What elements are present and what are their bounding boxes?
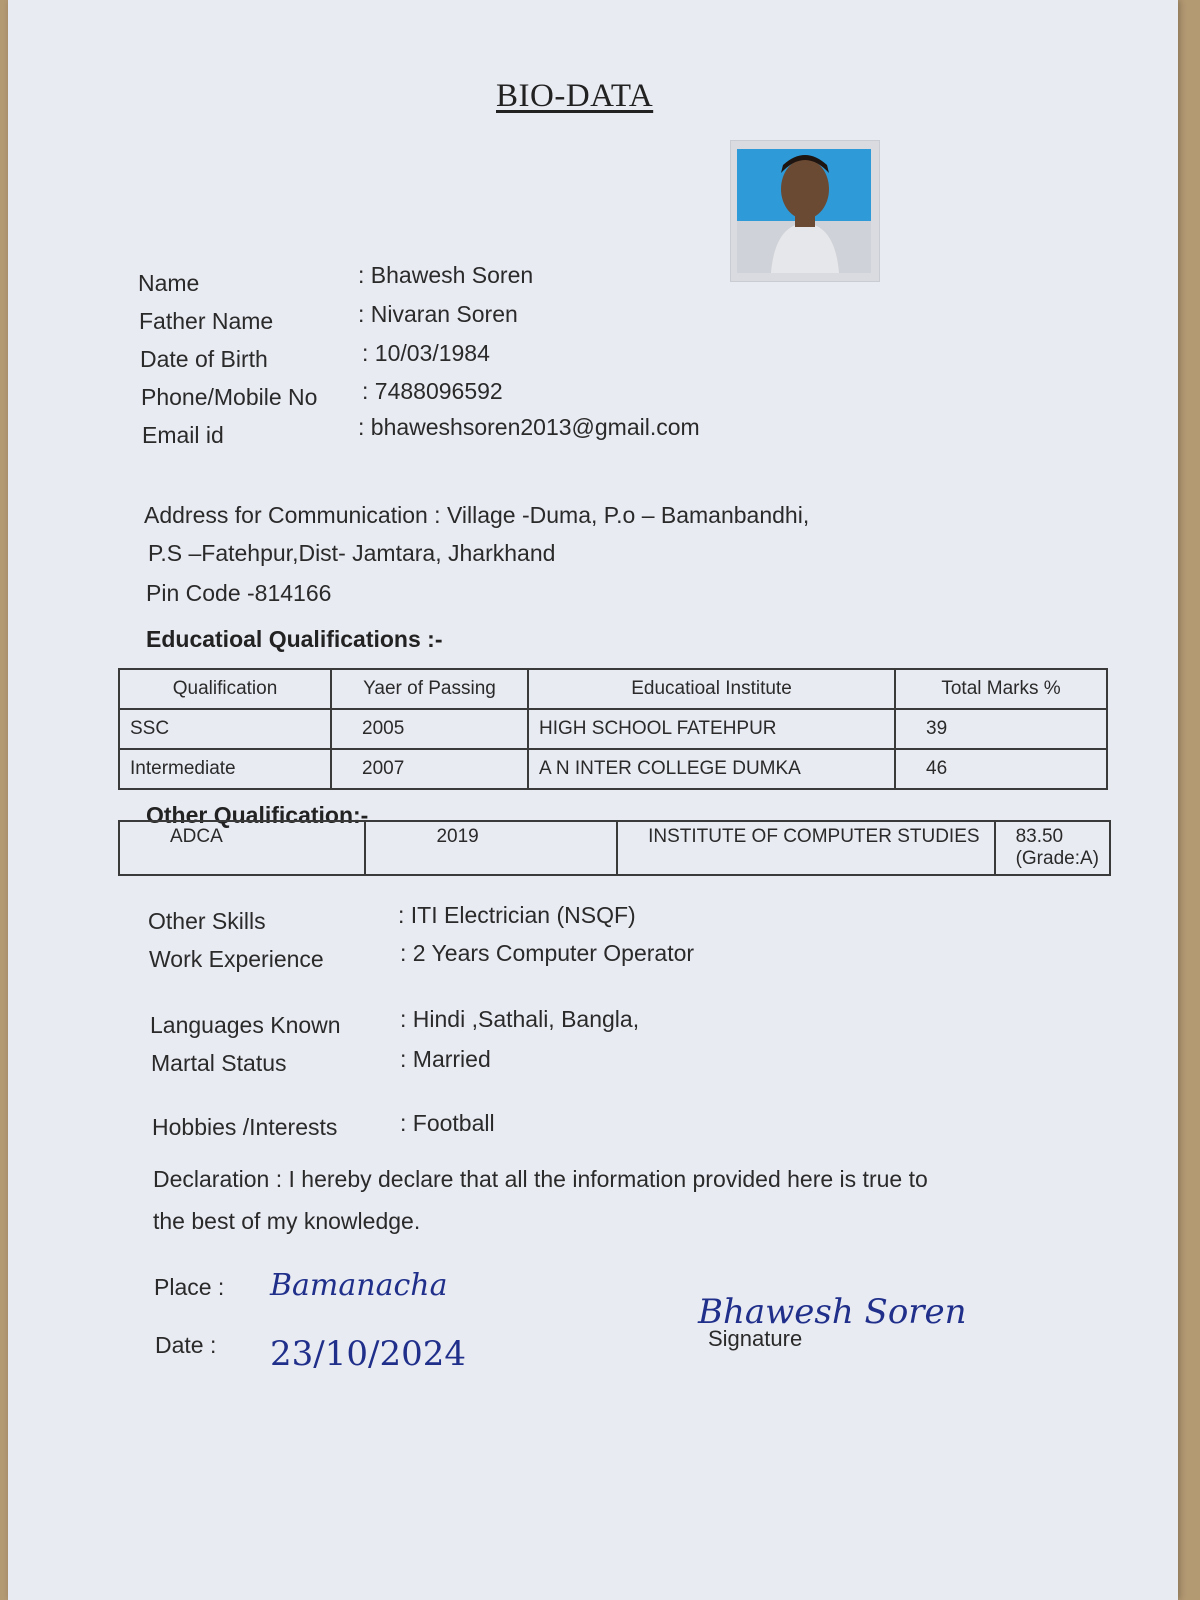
- name-value: : Bhawesh Soren: [358, 262, 534, 288]
- header-qualification: Qualification: [119, 669, 331, 709]
- cell-marks: 83.50 (Grade:A): [995, 821, 1110, 875]
- cell-institute: A N INTER COLLEGE DUMKA: [528, 749, 895, 789]
- signature-handwritten: Bhawesh Soren: [698, 1292, 967, 1332]
- marital-status-value: : Married: [400, 1046, 491, 1072]
- father-name-value: : Nivaran Soren: [358, 301, 518, 327]
- email-label: Email id: [142, 422, 224, 448]
- table-header-row: [119, 669, 1107, 709]
- phone-label: Phone/Mobile No: [141, 384, 318, 410]
- table-row: [119, 709, 1107, 749]
- document-title: BIO-DATA: [496, 78, 654, 114]
- education-table: [118, 668, 1108, 790]
- hobbies-label: Hobbies /Interests: [152, 1114, 338, 1140]
- address-line-2: P.S –Fatehpur,Dist- Jamtara, Jharkhand: [148, 540, 556, 566]
- date-handwritten: 23/10/2024: [270, 1334, 466, 1374]
- work-experience-value: : 2 Years Computer Operator: [400, 940, 695, 966]
- pin-code: Pin Code -814166: [146, 580, 332, 606]
- cell-institute: HIGH SCHOOL FATEHPUR: [528, 709, 895, 749]
- other-qualification-table: [118, 820, 1111, 876]
- cell-marks: 39: [895, 709, 1107, 749]
- other-qualification-heading: Other Qualification:-: [146, 802, 369, 828]
- cell-qualification: SSC: [119, 709, 331, 749]
- marital-status-label: Martal Status: [151, 1050, 287, 1076]
- cell-year: 2019: [365, 821, 617, 875]
- bio-data-sheet: [8, 0, 1178, 1600]
- table-row: [119, 821, 1110, 875]
- cell-year: 2005: [331, 709, 528, 749]
- languages-value: : Hindi ,Sathali, Bangla,: [400, 1006, 640, 1032]
- cell-year: 2007: [331, 749, 528, 789]
- cell-institute: INSTITUTE OF COMPUTER STUDIES: [617, 821, 994, 875]
- work-experience-label: Work Experience: [149, 946, 324, 972]
- cell-qualification: ADCA: [119, 821, 365, 875]
- phone-value: : 7488096592: [362, 378, 503, 404]
- signature-label: Signature: [708, 1326, 803, 1351]
- father-name-label: Father Name: [139, 308, 274, 334]
- dob-value: : 10/03/1984: [362, 340, 490, 366]
- passport-photo: [730, 140, 880, 282]
- declaration-line-1: Declaration : I hereby declare that all the information provided here is true to: [153, 1166, 928, 1192]
- date-label: Date :: [155, 1332, 217, 1358]
- place-label: Place :: [154, 1274, 225, 1300]
- languages-label: Languages Known: [150, 1012, 341, 1038]
- other-skills-label: Other Skills: [148, 908, 266, 934]
- header-marks: Total Marks %: [895, 669, 1107, 709]
- header-institute: Educatioal Institute: [528, 669, 895, 709]
- table-row: [119, 749, 1107, 789]
- other-skills-value: : ITI Electrician (NSQF): [398, 902, 636, 928]
- cell-marks: 46: [895, 749, 1107, 789]
- name-label: Name: [138, 270, 200, 296]
- hobbies-value: : Football: [400, 1110, 495, 1136]
- place-handwritten: Bamanacha: [270, 1268, 448, 1303]
- dob-label: Date of Birth: [140, 346, 268, 372]
- header-year: Yaer of Passing: [331, 669, 528, 709]
- email-value: : bhaweshsoren2013@gmail.com: [358, 414, 700, 440]
- education-heading: Educatioal Qualifications :-: [146, 626, 443, 652]
- address-line-1: Address for Communication : Village -Duma, P.o – Bamanbandhi,: [144, 502, 810, 528]
- declaration-line-2: the best of my knowledge.: [153, 1208, 421, 1234]
- cell-qualification: Intermediate: [119, 749, 331, 789]
